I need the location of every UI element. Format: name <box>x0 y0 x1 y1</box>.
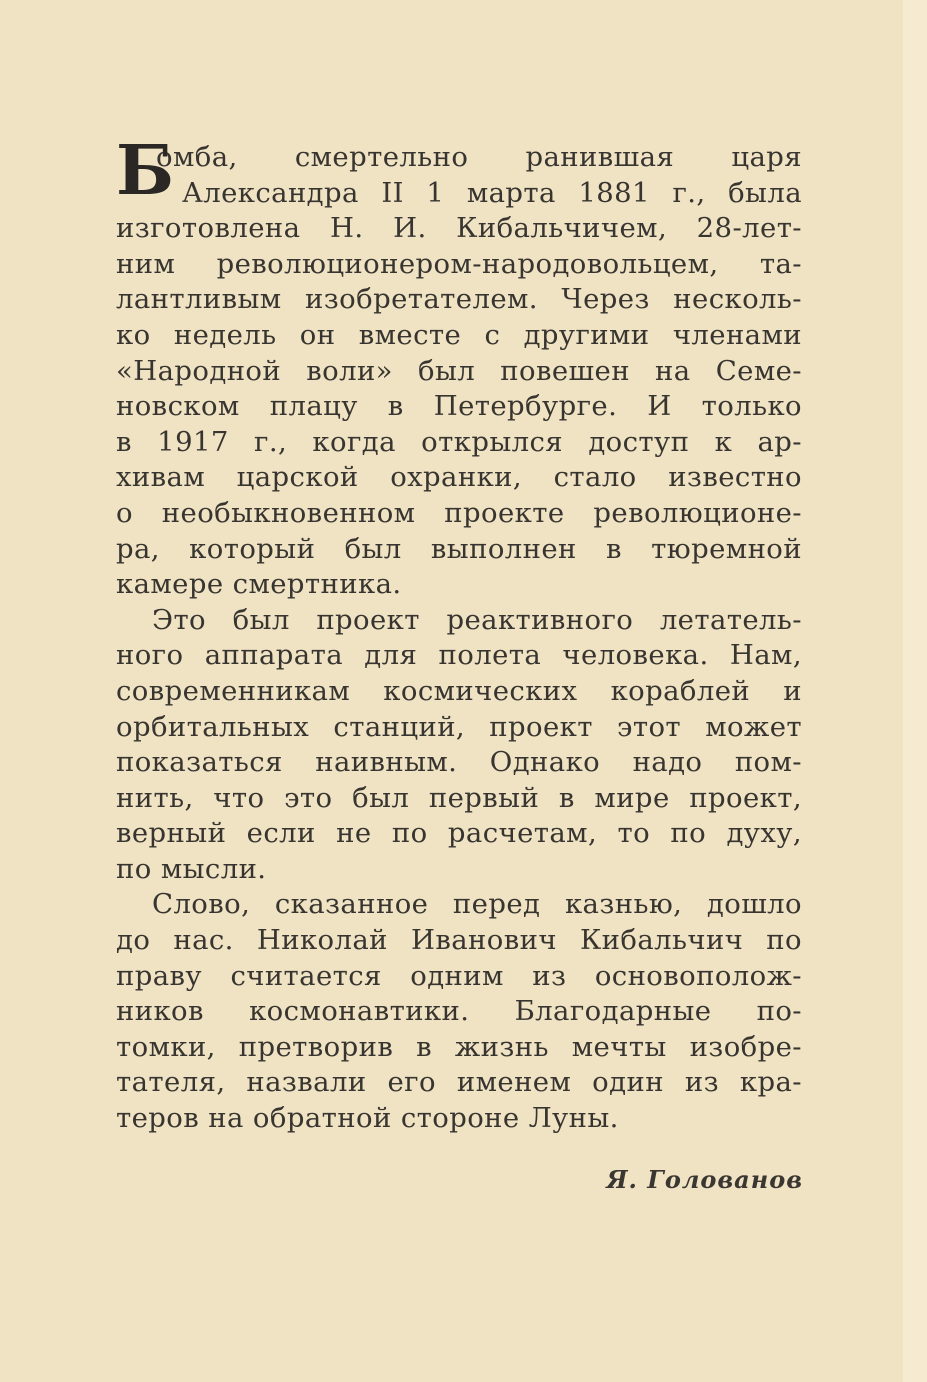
text-line: нить, что это был первый в мире проект, <box>116 781 802 814</box>
drop-cap: Б <box>116 131 175 211</box>
text-line: томки, претворив в жизнь мечты изобре- <box>116 1030 802 1063</box>
text-line: по мысли. <box>116 852 267 885</box>
text-line: до нас. Николай Иванович Кибальчич по <box>116 924 802 957</box>
paragraph-3 <box>116 887 802 1136</box>
paragraph-2 <box>116 603 802 888</box>
text-line: в 1917 г., когда открылся доступ к ар- <box>116 425 802 458</box>
text-line: ников космонавтики. Благодарные по- <box>116 995 802 1028</box>
text-line: теров на обратной стороне Луны. <box>116 1102 619 1135</box>
author-signature: Я. Голованов <box>606 1165 803 1194</box>
text-line: современникам космических кораблей и <box>116 674 802 707</box>
text-line: «Народной воли» был повешен на Семе- <box>116 354 802 387</box>
text-line: тателя, назвали его именем один из кра- <box>116 1066 802 1099</box>
text-line: орбитальных станций, проект этот может <box>116 710 802 743</box>
text-line: о необыкновенном проекте революционе- <box>116 496 802 529</box>
text-line: новском плацу в Петербурге. И только <box>116 390 802 423</box>
text-line: хивам царской охранки, стало известно <box>116 461 802 494</box>
text-line: изготовлена Н. И. Кибальчичем, 28-лет- <box>116 212 802 245</box>
line-text: омба, смертельно ранившая царя <box>156 141 802 173</box>
paragraph-1 <box>116 131 802 603</box>
page-edge <box>903 0 927 1382</box>
text-line: Александра II 1 марта 1881 г., была <box>182 176 802 209</box>
text-line: праву считается одним из основополож- <box>116 959 802 992</box>
text-line: лантливым изобретателем. Через несколь- <box>116 283 802 316</box>
text-line: Это был проект реактивного летатель- <box>152 603 802 636</box>
text-line: камере смертника. <box>116 568 402 601</box>
text-line: ко недель он вместе с другими членами <box>116 318 802 351</box>
text-line: ра, который был выполнен в тюремной <box>116 532 802 565</box>
text-line: верный если не по расчетам, то по духу, <box>116 817 802 850</box>
text-line: ного аппарата для полета человека. Нам, <box>116 639 802 672</box>
article-body <box>116 131 802 1137</box>
text-line: показаться наивным. Однако надо пом- <box>116 746 802 779</box>
text-line: Слово, сказанное перед казнью, дошло <box>152 888 802 921</box>
text-line: ним революционером-народовольцем, та- <box>116 247 802 280</box>
